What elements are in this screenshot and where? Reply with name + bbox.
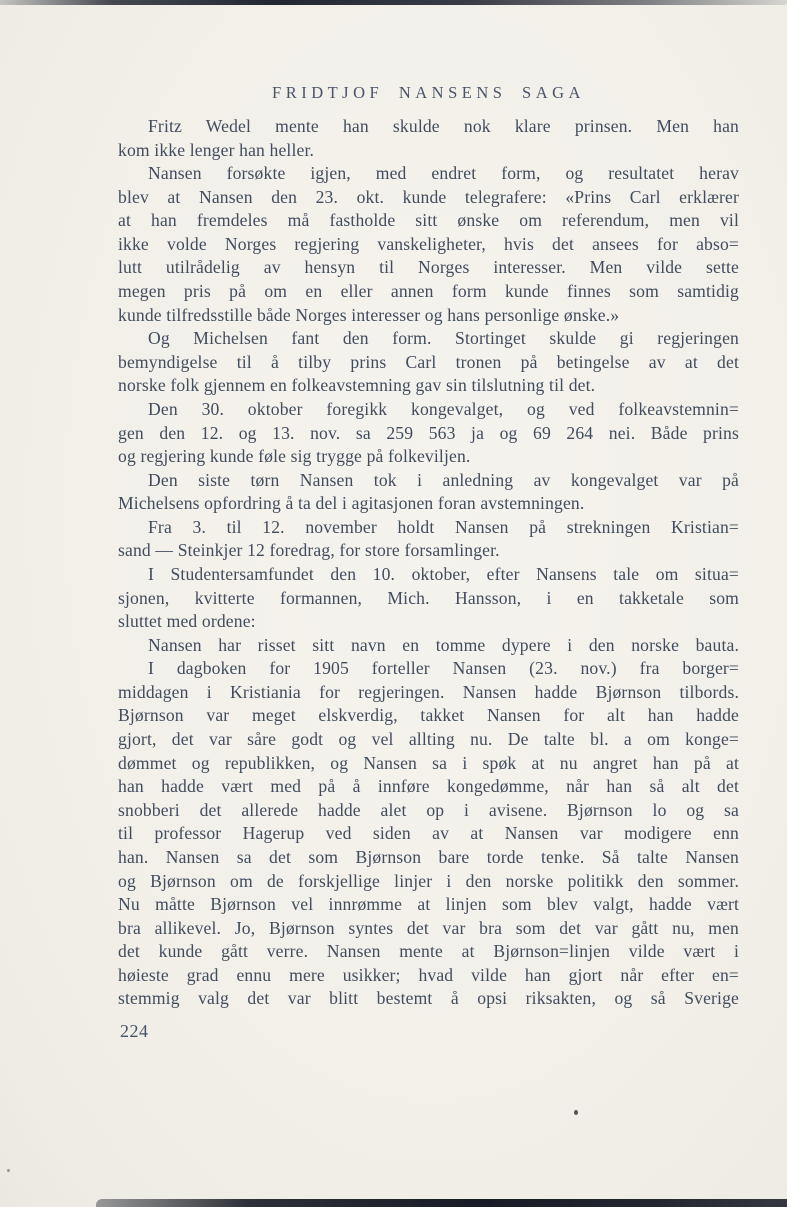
ink-speck	[574, 1110, 578, 1115]
text-line: Nu måtte Bjørnson vel innrømme at linjen som blev valgt, hadde vært	[118, 894, 739, 915]
text-line: Nansen forsøkte igjen, med endret form, og resultatet herav	[148, 163, 739, 184]
page-body-text	[118, 115, 739, 1011]
text-line: I Studentersamfundet den 10. oktober, efter Nansens tale om situa=	[148, 563, 739, 584]
text-line: Nansen har risset sitt navn en tomme dypere i den norske bauta.	[148, 634, 739, 655]
text-line: han. Nansen sa det som Bjørnson bare torde tenke. Så talte Nansen	[118, 846, 739, 867]
text-line: Fritz Wedel mente han skulde nok klare prinsen. Men han	[148, 116, 739, 136]
scan-bottom-edge	[96, 1199, 787, 1207]
page-number: 224	[120, 1021, 149, 1041]
text-line: sluttet med ordene:	[118, 611, 256, 632]
ink-speck	[7, 1169, 10, 1172]
text-line: og Bjørnson om de forskjellige linjer i den norske politikk den sommer.	[118, 870, 739, 891]
text-line: kom ikke lenger han heller.	[118, 139, 315, 160]
text-line: norske folk gjennem en folkeavstemning gav sin tilslutning til det.	[118, 375, 596, 396]
text-line: høieste grad ennu mere usikker; hvad vilde han gjort når efter en=	[118, 964, 739, 985]
text-line: Michelsens opfordring å ta del i agitasjonen foran avstemningen.	[118, 493, 585, 514]
text-line: til professor Hagerup ved siden av at Nansen var modigere enn	[118, 823, 739, 844]
text-line: sand — Steinkjer 12 foredrag, for store forsamlinger.	[118, 540, 500, 561]
text-line: bemyndigelse til å tilby prins Carl tronen på betingelse av at det	[118, 351, 739, 372]
text-line: kunde tilfredsstille både Norges interesser og hans personlige ønske.»	[118, 304, 620, 325]
text-line: han hadde vært med på å innføre kongedømme, når han så alt det	[118, 776, 739, 797]
text-line: og regjering kunde føle sig trygge på folkeviljen.	[118, 446, 471, 467]
text-line: Bjørnson var meget elskverdig, takket Nansen for alt han hadde	[118, 705, 739, 726]
text-line: ikke volde Norges regjering vanskeligheter, hvis det ansees for abso=	[118, 233, 739, 254]
text-line: Den 30. oktober foregikk kongevalget, og ved folkeavstemnin=	[148, 398, 739, 419]
text-line: I dagboken for 1905 forteller Nansen (23. nov.) fra borger=	[148, 658, 739, 679]
text-line: gjort, det var såre godt og vel allting nu. De talte bl. a om konge=	[118, 729, 739, 750]
text-line: snobberi det allerede hadde alet op i avisene. Bjørnson lo og sa	[118, 799, 739, 820]
text-line: sjonen, kvitterte formannen, Mich. Hansson, i en takketale som	[118, 587, 739, 608]
text-line: Den siste tørn Nansen tok i anledning av kongevalget var på	[148, 469, 739, 490]
text-line: at han fremdeles må fastholde sitt ønske om referendum, men vil	[118, 210, 739, 231]
text-line: Fra 3. til 12. november holdt Nansen på strekningen Kristian=	[148, 516, 739, 537]
text-line: megen pris på om en eller annen form kunde finnes som samtidig	[118, 281, 739, 302]
text-line: blev at Nansen den 23. okt. kunde telegrafere: «Prins Carl erklærer	[118, 186, 739, 207]
text-line: det kunde gått verre. Nansen mente at Bjørnson=linjen vilde vært i	[118, 941, 739, 962]
text-line: dømmet og republikken, og Nansen sa i spøk at nu angret han på at	[118, 752, 739, 773]
text-line: bra allikevel. Jo, Bjørnson syntes det var bra som det var gått nu, men	[118, 917, 739, 938]
text-line: stemmig valg det var blitt bestemt å opsi riksakten, og så Sverige	[118, 988, 739, 1009]
running-header: FRIDTJOF NANSENS SAGA	[272, 83, 585, 102]
scan-top-edge	[0, 0, 787, 5]
text-line: gen den 12. og 13. nov. sa 259 563 ja og 69 264 nei. Både prins	[118, 422, 739, 443]
text-line: lutt utilrådelig av hensyn til Norges interesser. Men vilde sette	[118, 257, 739, 278]
text-line: middagen i Kristiania for regjeringen. Nansen hadde Bjørnson tilbords.	[118, 681, 739, 702]
text-line: Og Michelsen fant den form. Stortinget skulde gi regjeringen	[148, 328, 739, 349]
